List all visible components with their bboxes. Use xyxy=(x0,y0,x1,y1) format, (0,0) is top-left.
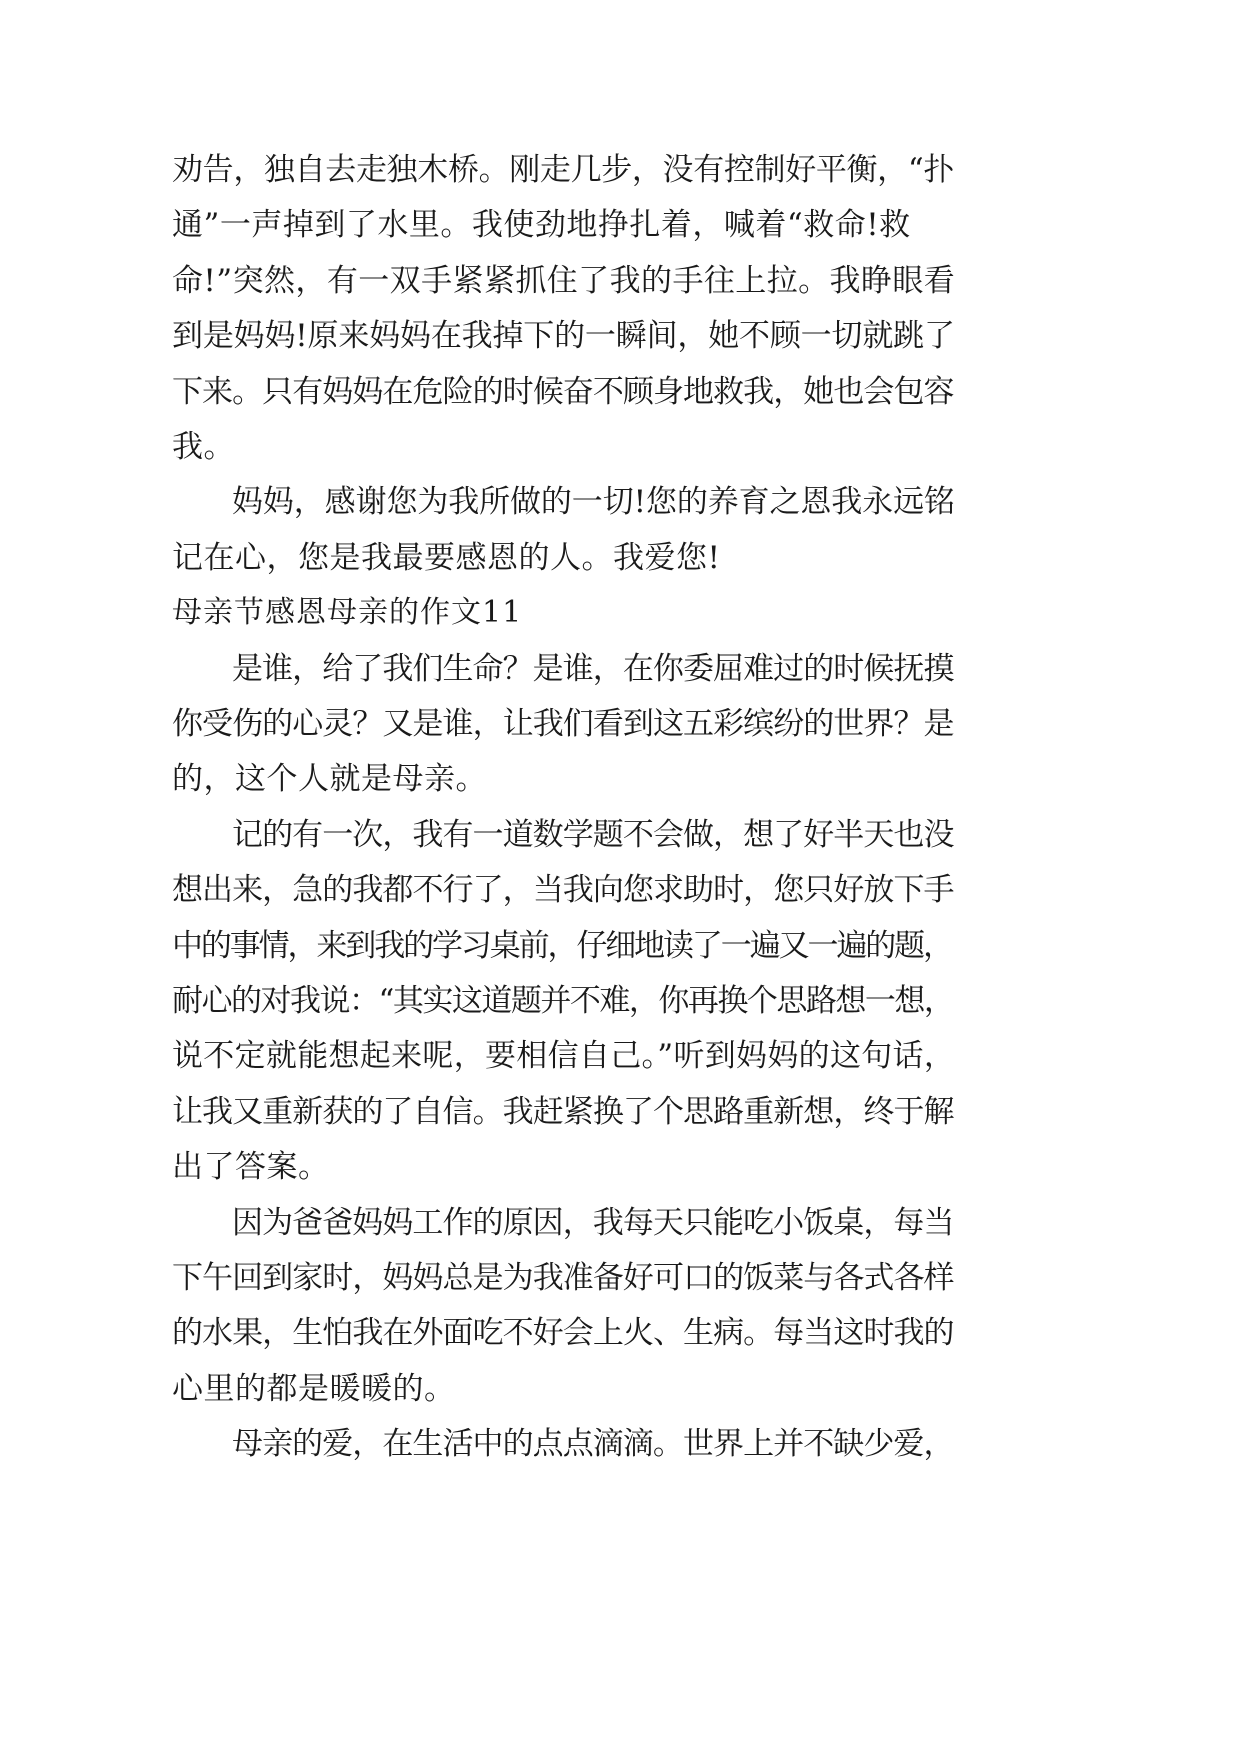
paragraph-line: 我。 xyxy=(172,429,235,465)
paragraph-line: 是谁，给了我们生命？是谁，在你委屈难过的时候抚摸 xyxy=(232,651,954,687)
paragraph-line: 记的有一次，我有一道数学题不会做，想了好半天也没 xyxy=(232,817,954,853)
paragraph-line: 母亲的爱，在生活中的点点滴滴。世界上并不缺少爱， xyxy=(232,1426,954,1462)
paragraph-line: 让我又重新获的了自信。我赶紧换了个思路重新想，终于解 xyxy=(172,1094,954,1130)
paragraph-line: 下午回到家时，妈妈总是为我准备好可口的饭菜与各式各样 xyxy=(172,1260,954,1296)
paragraph-line: 劝告，独自去走独木桥。刚走几步，没有控制好平衡，“扑 xyxy=(172,152,955,188)
paragraph-line: 记在心，您是我最要感恩的人。我爱您! xyxy=(172,540,721,576)
paragraph-line: 到是妈妈!原来妈妈在我掉下的一瞬间，她不顾一切就跳了 xyxy=(172,318,955,354)
paragraph-line: 你受伤的心灵？又是谁，让我们看到这五彩缤纷的世界？是 xyxy=(172,706,954,742)
paragraph-line: 因为爸爸妈妈工作的原因，我每天只能吃小饭桌，每当 xyxy=(232,1205,954,1241)
paragraph-line: 心里的都是暖暖的。 xyxy=(172,1371,456,1407)
paragraph-line: 下来。只有妈妈在危险的时候奋不顾身地救我，她也会包容 xyxy=(172,374,954,410)
paragraph-line: 妈妈，感谢您为我所做的一切!您的养育之恩我永远铭 xyxy=(232,484,955,520)
paragraph-line: 通”一声掉到了水里。我使劲地挣扎着，喊着“救命!救 xyxy=(172,207,911,243)
section-heading: 母亲节感恩母亲的作文11 xyxy=(172,595,523,630)
paragraph-line: 命!”突然，有一双手紧紧抓住了我的手往上拉。我睁眼看 xyxy=(172,263,956,299)
paragraph-line: 的水果，生怕我在外面吃不好会上火、生病。每当这时我的 xyxy=(172,1315,954,1351)
paragraph-line: 的，这个人就是母亲。 xyxy=(172,761,487,797)
paragraph-line: 想出来，急的我都不行了，当我向您求助时，您只好放下手 xyxy=(172,872,954,908)
paragraph-line: 说不定就能想起来呢，要相信自己。”听到妈妈的这句话， xyxy=(172,1038,956,1074)
paragraph-line: 中的事情，来到我的学习桌前，仔细地读了一遍又一遍的题， xyxy=(172,928,952,964)
paragraph-line: 出了答案。 xyxy=(172,1149,330,1185)
paragraph-line: 耐心的对我说：“其实这道题并不难，你再换个思路想一想， xyxy=(172,983,954,1019)
